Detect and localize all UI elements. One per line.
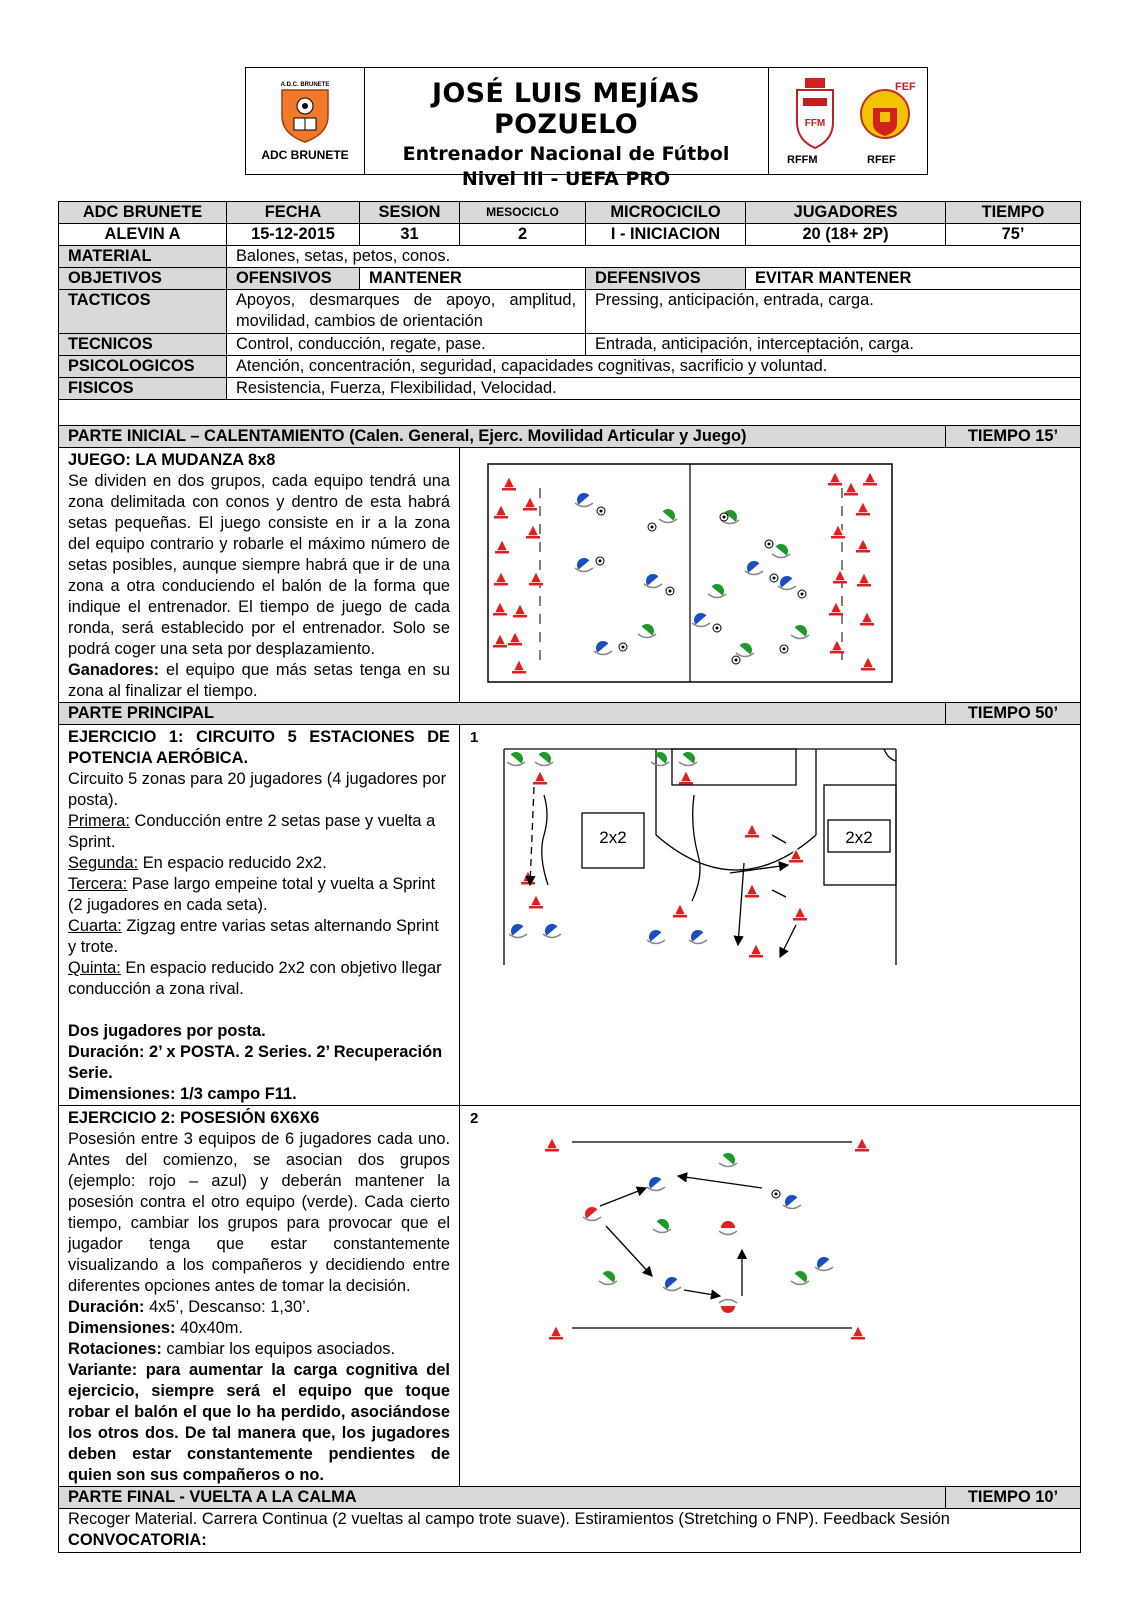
exercise-2-description [59,1106,460,1487]
game-diagram-cell [460,448,1081,703]
winners-text: el equipo que más setas tenga en su zona al finalizar el tiempo. [68,661,450,700]
session-sheet [58,201,1081,1553]
exercise-2-variant: Variante: para aumentar la carga cognitiva del ejercicio, siempre será el equipo que toque robar el balón el que lo ha perdido, asociándose los otros dos. De tal manera que, los jugadores deben estar constantemente pendientes de quien son sus compañeros o no. [68,1361,450,1484]
val-fecha: 15-12-2015 [227,224,360,246]
exercise-2-diagram-cell [460,1106,1081,1487]
principal-part-title: PARTE PRINCIPAL [59,703,946,725]
exercise-2-number: 2 [470,1110,479,1127]
club-logo-cell [246,68,365,174]
fisicos-value: Resistencia, Fuerza, Flexibilidad, Velocidad. [227,378,1081,400]
rffm-shield-icon [777,72,857,158]
game-description [59,448,460,703]
svg-text:FEF: FEF [895,81,916,93]
exercise-2-diagram [460,1106,944,1452]
initial-part-header [59,426,1081,448]
final-part-time: TIEMPO 10’ [946,1487,1081,1509]
game-title: JUEGO: LA MUDANZA 8x8 [68,451,276,469]
col-mesociclo: MESOCICLO [460,202,586,224]
val-microciclo: I - INICIACION [586,224,746,246]
val-sesion: 31 [360,224,460,246]
rfef-label: RFEF [867,154,896,166]
defensivos-label: DEFENSIVOS [586,268,746,290]
initial-part-time: TIEMPO 15’ [946,426,1081,448]
val-tiempo: 75’ [946,224,1081,246]
tecnicos-ofensivos: Control, conducción, regate, pase. [227,334,586,356]
winners-label: Ganadores: [68,661,160,679]
material-row [59,246,1081,268]
exercise-2-rotations: cambiar los equipos asociados. [166,1340,396,1358]
station-3-label: Tercera: [68,875,128,893]
initial-part-title: PARTE INICIAL – CALENTAMIENTO (Calen. General, Ejerc. Movilidad Articular y Juego) [59,426,946,448]
circuit-arrows [530,787,796,957]
final-part-content [59,1509,1081,1553]
station-1-text: Conducción entre 2 setas pase y vuelta a Sprint. [68,812,436,851]
game-text: Se dividen en dos grupos, cada equipo tendrá una zona delimitada con conos y dentro de esta habrá setas pequeñas. El juego consiste en ir a la zona del equipo contrario y robarle el máximo número de setas posibles, aunque siempre habrá que ir de una zona a otra conduciendo el balón de la forma que indique el entrenador. El tiempo de juego de cada ronda, será establecido por el entrenador. Solo se podrá coger una seta por desplazamiento. [68,472,450,658]
exercise-2-duration: 4x5’, Descanso: 1,30’. [149,1298,311,1316]
club-logo-caption: A.D.C. BRUNETE [280,82,330,88]
tacticos-defensivos: Pressing, anticipación, entrada, carga. [586,290,1081,334]
val-mesociclo: 2 [460,224,586,246]
station-2-text: En espacio reducido 2x2. [142,854,327,872]
station-5-label: Quinta: [68,959,121,977]
material-label: MATERIAL [59,246,227,268]
exercise-2-row [59,1106,1081,1487]
exercise-1-duration: Duración: 2’ x POSTA. 2 Series. 2’ Recuperación Serie. [68,1043,443,1082]
col-tiempo: TIEMPO [946,202,1081,224]
station-3-text: Pase largo empeine total y vuelta a Sprint (2 jugadores en cada seta). [68,875,436,914]
final-part-header [59,1487,1081,1509]
club-shield-icon [246,68,364,148]
spacer-row [59,400,1081,426]
col-sesion: SESION [360,202,460,224]
exercise-2-dimensions-label: Dimensiones: [68,1319,176,1337]
reduced-space-2-label: 2x2 [845,828,873,847]
session-values-row [59,224,1081,246]
col-fecha: FECHA [227,202,360,224]
val-team: ALEVIN A [59,224,227,246]
station-5-text: En espacio reducido 2x2 con objetivo llegar conducción a zona rival. [68,959,442,998]
val-jugadores: 20 (18+ 2P) [746,224,946,246]
field-corner-cones [545,1137,869,1340]
col-club: ADC BRUNETE [59,202,227,224]
exercise-2-title: EJERCICIO 2: POSESIÓN 6X6X6 [68,1109,320,1127]
coach-level: Nivel III - UEFA PRO [461,168,671,190]
principal-part-header [59,703,1081,725]
tecnicos-label: TECNICOS [59,334,227,356]
fisicos-label: FISICOS [59,378,227,400]
possession-arrows [600,1176,762,1296]
rffm-label: RFFM [787,154,818,166]
station-2-label: Segunda: [68,854,139,872]
exercise-1-diagram-cell [460,725,1081,1106]
tecnicos-defensivos: Entrada, anticipación, interceptación, carga. [586,334,1081,356]
psicologicos-value: Atención, concentración, seguridad, capacidades cognitivas, sacrificio y voluntad. [227,356,1081,378]
psicologicos-label: PSICOLOGICOS [59,356,227,378]
exercise-1-description [59,725,460,1106]
exercise-2-rotations-label: Rotaciones: [68,1340,162,1358]
station-4-text: Zigzag entre varias setas alternando Sprint y trote. [68,917,439,956]
possession-players [582,1150,833,1313]
coach-title: Entrenador Nacional de Fútbol [402,143,730,165]
tacticos-row [59,290,1081,334]
exercise-1-number: 1 [470,729,479,746]
session-header-row [59,202,1081,224]
rfef-emblem-icon [847,72,927,158]
fisicos-row [59,378,1081,400]
station-4-label: Cuarta: [68,917,122,935]
coach-block [364,68,769,190]
material-value: Balones, setas, petos, conos. [227,246,1081,268]
exercise-2-text: Posesión entre 3 equipos de 6 jugadores cada uno. Antes del comienzo, se asocian dos grupos (ejemplo: rojo – azul) y deberán mantener la posesión contra el otro equipo (verde). Cada cierto tiempo, cambiar los grupos para provocar que el jugador tenga que estar constantemente visualizando a los compañeros y decidiendo entre diferentes opciones antes de tomar la decisión. [68,1130,450,1295]
reduced-space-1-label: 2x2 [599,828,627,847]
game-diagram [460,448,944,686]
objetivos-label: OBJETIVOS [59,268,227,290]
coach-name: JOSÉ LUIS MEJÍAS POZUELO [432,78,700,140]
exercise-2-duration-label: Duración: [68,1298,145,1316]
exercise-1-dimensions: Dimensiones: 1/3 campo F11. [68,1085,297,1103]
col-microciclo: MICROCICILO [586,202,746,224]
tecnicos-row [59,334,1081,356]
final-part-text-cell [59,1509,1081,1553]
exercise-1-row [59,725,1081,1106]
tacticos-ofensivos: Apoyos, desmarques de apoyo, amplitud, movilidad, cambios de orientación [227,290,586,334]
svg-text:FFM: FFM [804,118,826,129]
federation-logos [769,68,927,174]
tacticos-label: TACTICOS [59,290,227,334]
initial-part-content [59,448,1081,703]
exercise-1-title: EJERCICIO 1: CIRCUITO 5 ESTACIONES DE POTENCIA AERÓBICA. [68,728,450,767]
ofensivos-value: MANTENER [360,268,586,290]
convocatoria-label: CONVOCATORIA: [68,1531,207,1549]
exercise-1-intro: Circuito 5 zonas para 20 jugadores (4 jugadores por posta). [68,770,447,809]
exercise-1-diagram [460,725,944,1033]
defensivos-value: EVITAR MANTENER [746,268,1081,290]
club-name: ADC BRUNETE [261,148,349,162]
ofensivos-label: OFENSIVOS [227,268,360,290]
station-1-label: Primera: [68,812,130,830]
document-header [245,67,928,190]
final-part-title: PARTE FINAL - VUELTA A LA CALMA [59,1487,946,1509]
objetivos-row [59,268,1081,290]
col-jugadores: JUGADORES [746,202,946,224]
exercise-1-note: Dos jugadores por posta. [68,1022,266,1040]
final-part-text: Recoger Material. Carrera Continua (2 vueltas al campo trote suave). Estiramientos (Stretching o FNP). Feedback Sesión [68,1510,950,1528]
circuit-cones [521,770,807,958]
exercise-2-dimensions: 40x40m. [180,1319,243,1337]
principal-part-time: TIEMPO 50’ [946,703,1081,725]
psicologicos-row [59,356,1081,378]
